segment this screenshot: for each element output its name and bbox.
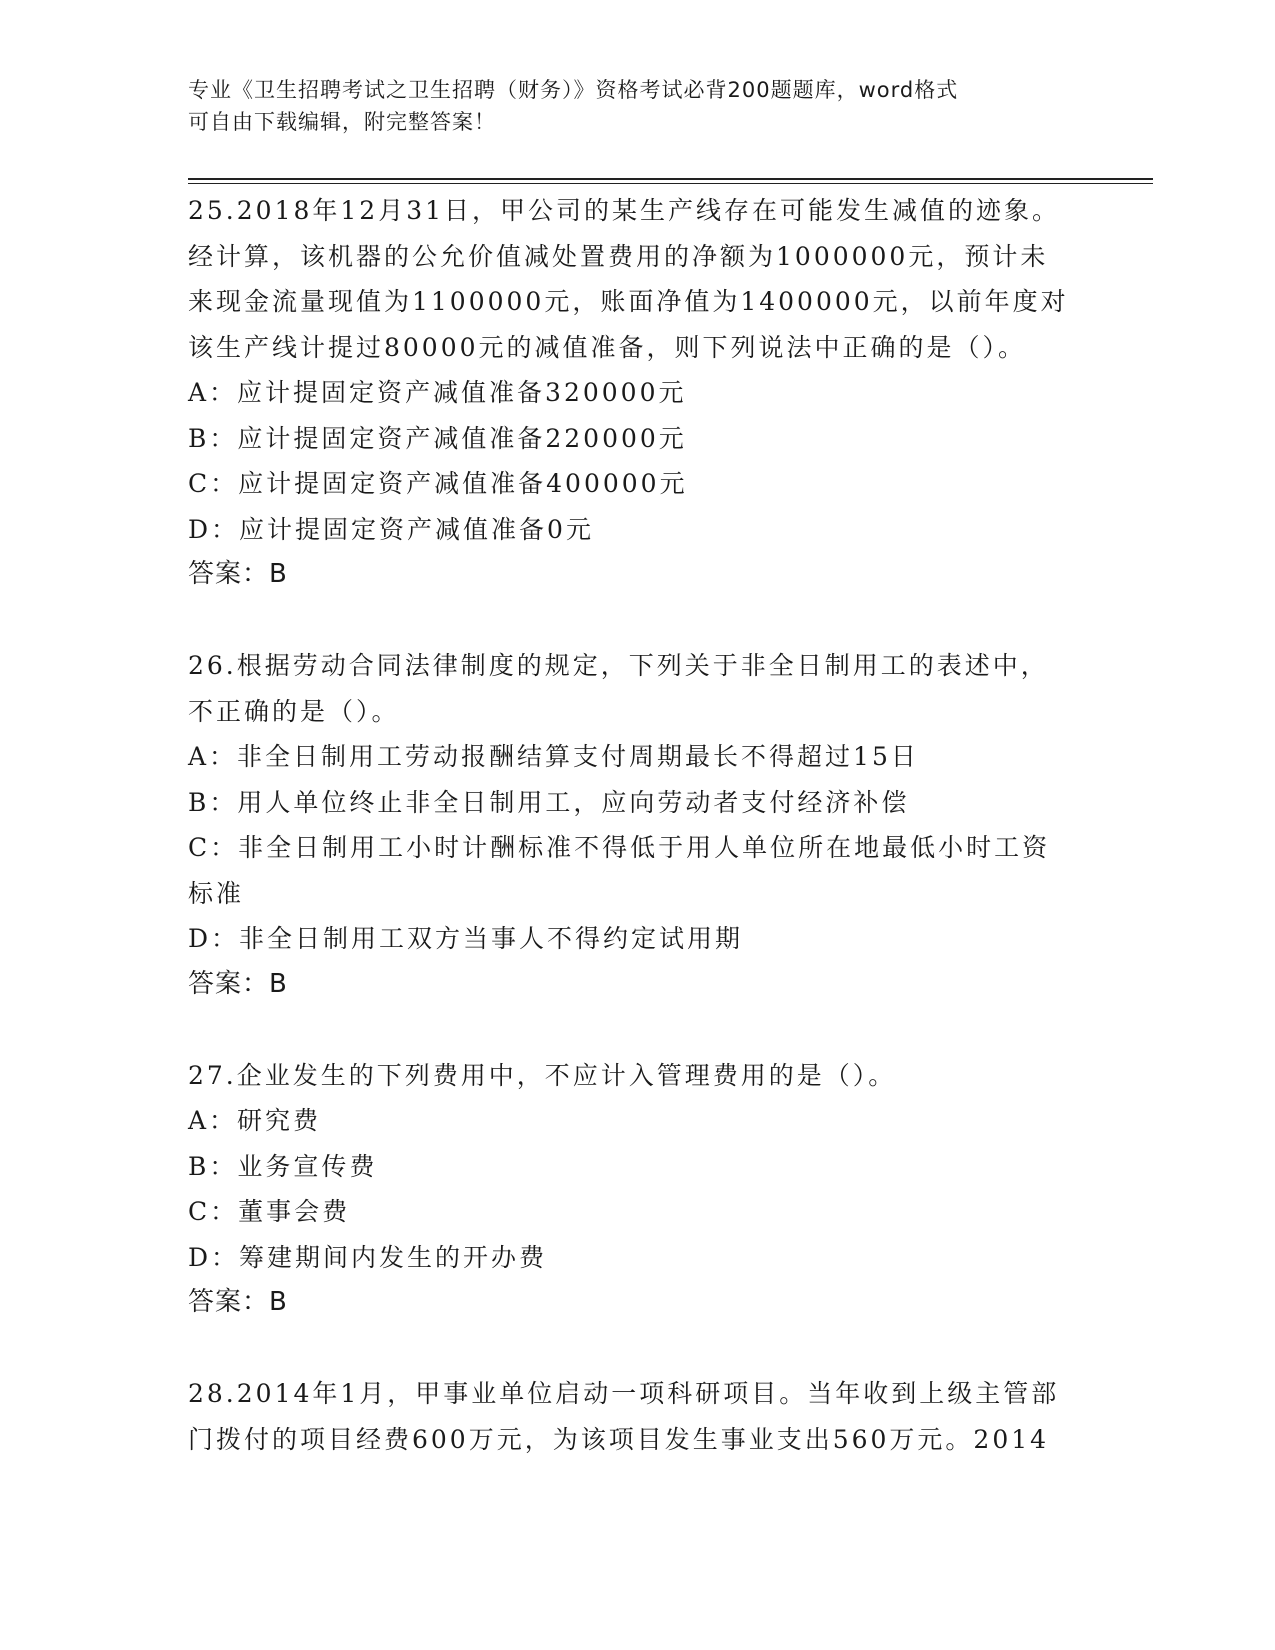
option-b: B：用人单位终止非全日制用工，应向劳动者支付经济补偿 (188, 787, 910, 817)
question-26 (188, 643, 1088, 1007)
question-stem-line: 28.2014年1月，甲事业单位启动一项科研项目。当年收到上级主管部 (188, 1379, 1060, 1408)
question-stem-line: 不正确的是（）。 (188, 696, 400, 726)
question-stem-line: 27.企业发生的下列费用中，不应计入管理费用的是（）。 (188, 1060, 897, 1090)
option-d: D：非全日制用工双方当事人不得约定试用期 (188, 924, 744, 953)
question-gap (188, 598, 1088, 644)
option-a: A：应计提固定资产减值准备320000元 (188, 378, 687, 407)
question-28 (188, 1371, 1088, 1462)
question-25 (188, 188, 1088, 598)
header-rule-thick (188, 178, 1153, 180)
option-d: D：筹建期间内发生的开办费 (188, 1242, 548, 1272)
question-stem-line: 25.2018年12月31日，甲公司的某生产线存在可能发生减值的迹象。 (188, 196, 1061, 225)
question-27 (188, 1053, 1088, 1326)
question-list (188, 188, 1088, 1462)
header-line-1: 专业《卫生招聘考试之卫生招聘（财务）》资格考试必背200题题库，word格式 (188, 78, 959, 102)
header-rule-thin (188, 183, 1153, 184)
answer-label: 答案：B (188, 968, 288, 999)
option-d: D：应计提固定资产减值准备0元 (188, 514, 594, 544)
option-c: C：董事会费 (188, 1197, 351, 1226)
question-gap (188, 1007, 1088, 1053)
question-stem-line: 该生产线计提过80000元的减值准备，则下列说法中正确的是（）。 (188, 332, 1027, 362)
option-c-continued: 标准 (188, 878, 245, 908)
header-line-2: 可自由下载编辑，附完整答案！ (188, 110, 496, 134)
option-c: C：应计提固定资产减值准备400000元 (188, 469, 688, 498)
question-stem-line: 门拨付的项目经费600万元，为该项目发生事业支出560万元。2014 (188, 1424, 1050, 1454)
option-b: B：业务宣传费 (188, 1151, 378, 1181)
answer-label: 答案：B (188, 1287, 288, 1317)
option-c: C：非全日制用工小时计酬标准不得低于用人单位所在地最低小时工资 (188, 833, 1051, 862)
document-header (188, 74, 1088, 138)
answer-label: 答案：B (188, 559, 288, 589)
question-stem-line: 来现金流量现值为1100000元，账面净值为1400000元，以前年度对 (188, 287, 1069, 316)
question-gap (188, 1326, 1088, 1372)
question-stem-line: 经计算，该机器的公允价值减处置费用的净额为1000000元，预计未 (188, 241, 1049, 271)
option-a: A：非全日制用工劳动报酬结算支付周期最长不得超过15日 (188, 742, 919, 771)
option-a: A：研究费 (188, 1106, 322, 1135)
question-stem-line: 26.根据劳动合同法律制度的规定，下列关于非全日制用工的表述中， (188, 651, 1049, 680)
option-b: B：应计提固定资产减值准备220000元 (188, 423, 687, 453)
